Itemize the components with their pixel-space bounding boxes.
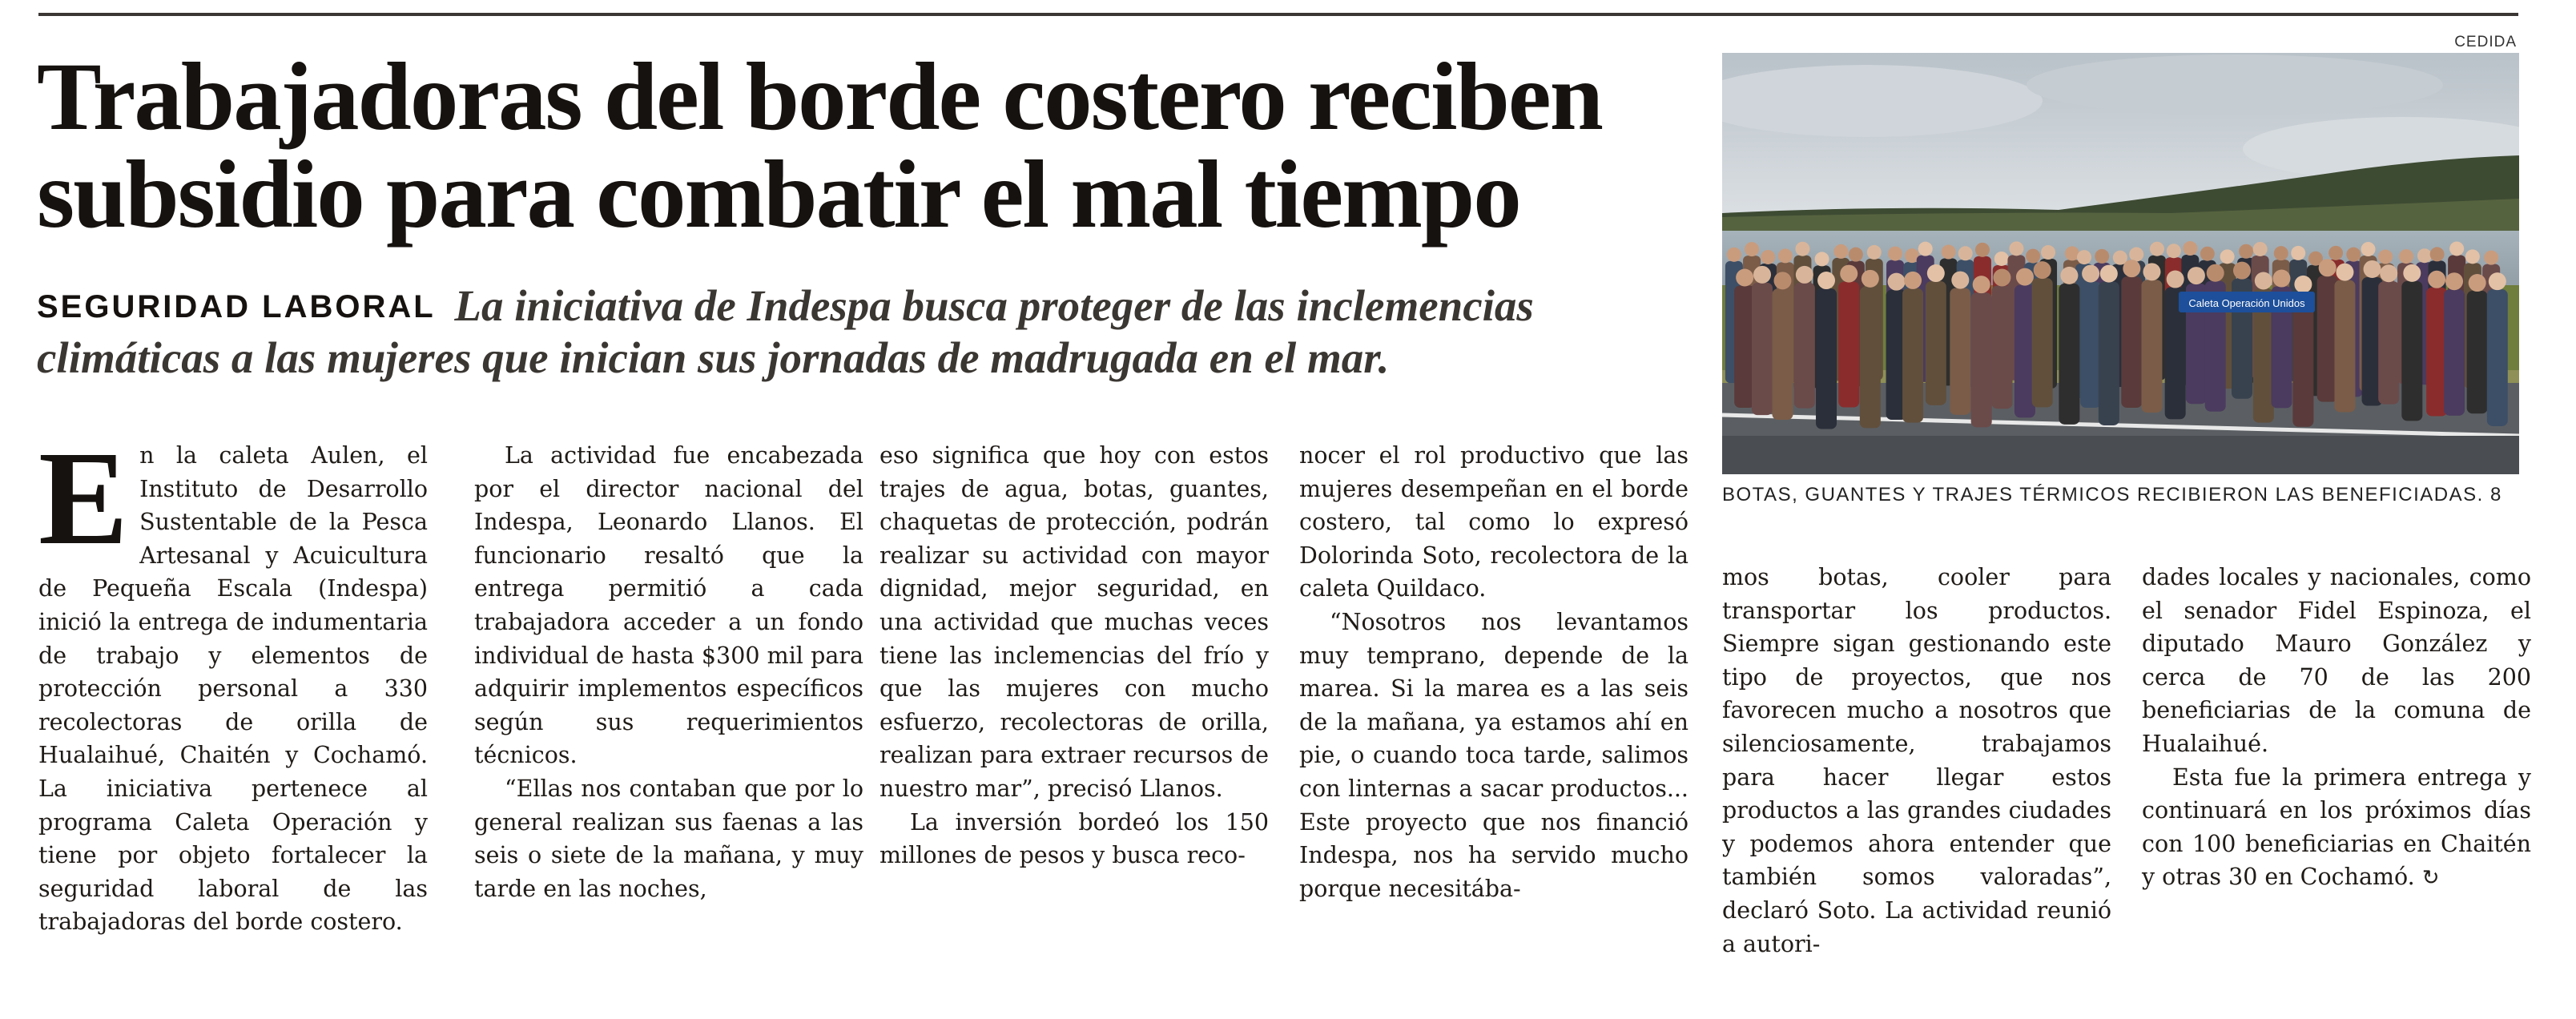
article-column-2: [474, 439, 863, 905]
person-head: [2380, 264, 2397, 282]
person-head: [2274, 246, 2288, 260]
person-head: [2167, 244, 2181, 258]
paragraph: La inversión bordeó los 150 millones de pesos y busca reco-: [879, 808, 1269, 869]
person-head: [2449, 241, 2464, 256]
person-head: [1840, 265, 1858, 283]
person-head: [2417, 248, 2432, 263]
person-silhouette: [2099, 282, 2119, 425]
person-head: [1745, 242, 1759, 256]
headline: Trabajadoras del borde costero reciben subsidio para combatir el mal tiempo: [37, 43, 1602, 248]
person-head: [1918, 242, 1933, 256]
person-head: [2041, 245, 2055, 260]
person-head: [2253, 242, 2268, 256]
person-head: [1975, 243, 1990, 257]
paragraph: Esta fue la primera entrega y continuará en los próximos días con 100 beneficiarias en Chaitén y otras 30 en Cochamó. ↻: [2142, 763, 2531, 891]
group-photo: [1722, 53, 2519, 474]
paragraph: nocer el rol productivo que las mujeres desempeñan en el borde costero, tal como lo expresó Dolorinda Soto, recolectora de la caleta Quildaco.: [1299, 442, 1688, 602]
person-head: [2167, 271, 2184, 288]
person-head: [2016, 268, 2034, 286]
person-head: [1973, 276, 1990, 293]
person-silhouette: [2292, 292, 2313, 427]
person-head: [1773, 272, 1791, 289]
person-head: [1993, 268, 2010, 286]
photo-caption: BOTAS, GUANTES Y TRAJES TÉRMICOS RECIBIERON LAS BENEFICIADAS. 8: [1722, 484, 2502, 505]
article-column-5: [1722, 561, 2111, 961]
paragraph: “Nosotros nos levantamos muy temprano, depende de la marea. Si la marea es a las seis de la mañana, ya estamos ahí en pie, o cuando toca tarde, salimos con linternas a sacar productos... Este proyecto que nos financió Indespa, nos ha servido mucho porque necesitába-: [1299, 608, 1688, 902]
person-silhouette: [2467, 291, 2488, 413]
article-column-4: [1299, 439, 1688, 905]
person-silhouette: [1816, 288, 1837, 429]
person-head: [2060, 267, 2078, 284]
person-head: [1888, 247, 1902, 261]
person-head: [1778, 248, 1793, 263]
person-head: [1904, 272, 1922, 289]
person-silhouette: [1926, 281, 1946, 405]
person-head: [2143, 263, 2160, 280]
end-mark-icon: ↻: [2421, 866, 2440, 891]
paragraph: dades locales y nacionales, como el senador Fidel Espinoza, el diputado Mauro González y cerca de 70 de las 200 beneficiarias de la comuna de Hualaihué.: [2142, 564, 2531, 757]
person-head: [2233, 262, 2251, 280]
person-silhouette: [1950, 288, 1970, 415]
person-head: [2319, 259, 2337, 276]
person-silhouette: [2121, 276, 2142, 408]
person-head: [2428, 271, 2445, 288]
person-head: [2469, 274, 2486, 292]
person-head: [2403, 264, 2421, 282]
person-head: [2291, 246, 2305, 260]
person-silhouette: [1902, 288, 1923, 423]
person-head: [2489, 272, 2506, 290]
person-head: [1736, 269, 1753, 287]
person-head: [2239, 244, 2253, 259]
person-head: [2129, 248, 2143, 262]
photo-credit: CEDIDA: [2454, 34, 2517, 50]
person-head: [2220, 249, 2235, 264]
person-head: [1817, 272, 1835, 289]
person-silhouette: [1860, 287, 1881, 429]
person-head: [1795, 242, 1809, 256]
deck: [37, 280, 1671, 384]
person-silhouette: [1794, 283, 1815, 409]
person-head: [2336, 264, 2353, 281]
person-head: [2328, 246, 2343, 260]
person-head: [1867, 245, 1882, 260]
paragraph: eso significa que hoy con estos trajes de agua, botas, guantes, chaquetas de protección, podrán realizar su actividad con mayor dignidad, mejor seguridad, en una actividad que muchas veces tiene las inclemencias del frío y que las mujeres con mucho esfuerzo, recolectoras de orilla, realizan para extraer recursos de nuestro mar”, precisó Llanos.: [879, 442, 1269, 802]
person-head: [2100, 265, 2118, 283]
person-silhouette: [2032, 278, 2053, 407]
person-head: [1951, 272, 1969, 289]
person-head: [1994, 252, 2009, 266]
person-head: [2082, 265, 2099, 283]
person-head: [2465, 249, 2480, 264]
person-head: [1796, 266, 1813, 284]
paragraph: “Ellas nos contaban que por lo general realizan sus faenas a las seis o siete de la mañana, y muy tarde en las noches,: [474, 775, 863, 902]
person-head: [2430, 247, 2445, 261]
person-silhouette: [2080, 282, 2101, 408]
person-head: [1888, 273, 1906, 291]
person-silhouette: [2059, 284, 2079, 425]
person-head: [1958, 246, 1973, 260]
section-label: SEGURIDAD LABORAL: [37, 289, 436, 324]
article-column-3: [879, 439, 1269, 872]
person-silhouette: [2401, 281, 2422, 421]
person-head: [2077, 250, 2091, 264]
person-silhouette: [1772, 288, 1793, 420]
person-head: [1753, 266, 1771, 284]
top-rule: [38, 13, 2518, 16]
person-head: [2034, 261, 2051, 279]
person-head: [2183, 241, 2197, 256]
person-head: [2272, 270, 2290, 288]
person-head: [2445, 272, 2463, 290]
banner-text: Caleta Operación Unidos: [2188, 297, 2305, 309]
person-silhouette: [1971, 292, 1992, 427]
person-silhouette: [1752, 283, 1773, 415]
person-silhouette: [2487, 289, 2508, 426]
person-head: [2364, 260, 2381, 278]
person-head: [1727, 248, 1741, 262]
paragraph: La actividad fue encabezada por el director nacional del Indespa, Leonardo Llanos. El funcionario resaltó que la entrega permitió a cada trabajadora acceder a un fondo individual de hasta $300 mil para adquirir implementos específicos según sus requerimientos técnicos.: [474, 442, 863, 769]
person-head: [2207, 264, 2224, 282]
person-head: [2200, 247, 2215, 261]
article-column-6: [2142, 561, 2531, 896]
paragraph: mos botas, cooler para transportar los productos. Siempre sigan gestionando este tipo de proyectos, que nos favorecen mucho a nosotros que silenciosamente, trabajamos para hacer llegar estos productos a las grandes ciudades y podemos ahora entender que también somos valoradas”, declaró Soto. La actividad reunió a autori-: [1722, 564, 2111, 957]
person-head: [2294, 276, 2312, 293]
person-head: [1942, 245, 1956, 260]
article-column-1: [38, 424, 428, 939]
person-head: [2346, 248, 2361, 262]
person-head: [2026, 249, 2040, 264]
person-silhouette: [2378, 281, 2399, 404]
person-head: [2361, 242, 2376, 256]
person-head: [1833, 244, 1848, 259]
person-head: [2378, 250, 2393, 264]
person-head: [2188, 267, 2205, 284]
person-head: [2399, 249, 2413, 264]
person-silhouette: [2141, 280, 2162, 413]
person-head: [2255, 272, 2272, 290]
person-head: [1862, 270, 1879, 288]
person-head: [1927, 264, 1945, 282]
person-head: [2484, 251, 2498, 265]
person-silhouette: [2444, 289, 2465, 416]
drop-cap: E: [38, 424, 129, 573]
person-head: [2009, 241, 2023, 256]
person-head: [2095, 249, 2109, 264]
lede: La iniciativa de Indespa busca proteger de las inclemencias climáticas a las mujeres que inician sus jornadas de madrugada en el mar.: [37, 281, 1534, 382]
person-head: [2123, 260, 2140, 277]
person-silhouette: [1838, 282, 1859, 408]
person-head: [2150, 242, 2164, 256]
person-silhouette: [1991, 285, 2012, 409]
paragraph: En la caleta Aulen, el Instituto de Desarrollo Sustentable de la Pesca Artesanal y Acuicultura de Pequeña Escala (Indespa) inició la entrega de indumentaria de trabajo y elementos de protección personal a 330 recolectoras de orilla de Hualaihué, Chaitén y Cochamó. La iniciativa pertenece al programa Caleta Operación y tiene por objeto fortalecer la seguridad laboral de las trabajadoras del borde costero.: [38, 424, 428, 936]
person-head: [1849, 248, 1863, 262]
person-silhouette: [2334, 280, 2355, 413]
person-head: [1761, 250, 1775, 264]
person-head: [1815, 252, 1829, 266]
